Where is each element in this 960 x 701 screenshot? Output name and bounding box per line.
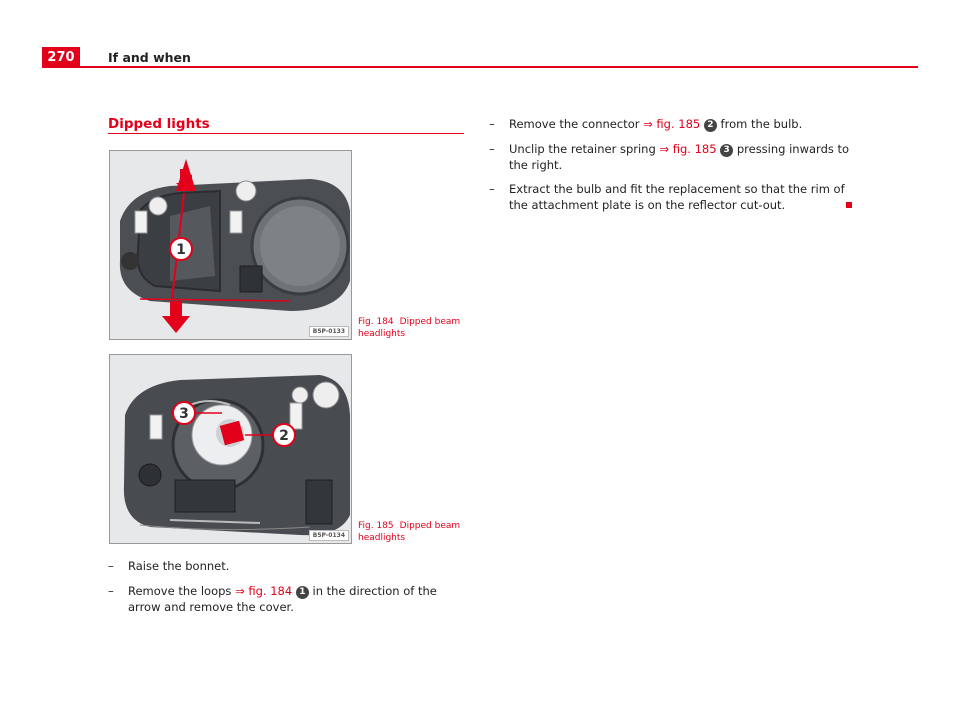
figure-185-caption-number: Fig. 185 xyxy=(358,521,394,531)
step-dash: – xyxy=(108,584,114,598)
figure-185-code: B5P-0134 xyxy=(309,530,349,541)
step-text: Extract the bulb and fit the replacement so that the rim of the attachment plate is on the reflector cut-out. xyxy=(509,182,845,212)
figure-185-callout-2: 2 xyxy=(279,428,289,444)
figure-reference-link[interactable]: ⇒ fig. 185 xyxy=(659,142,717,156)
callout-badge: 1 xyxy=(296,586,309,599)
figure-184-code: B5P-0133 xyxy=(309,326,349,337)
figure-185-callout-3: 3 xyxy=(179,406,189,422)
page-number: 270 xyxy=(42,47,80,68)
figure-184-caption-text: Dipped beam headlights xyxy=(358,317,461,339)
figure-reference-link[interactable]: ⇒ fig. 184 xyxy=(235,584,293,598)
step-text: Remove the connector ⇒ fig. 185 2 from the bulb. xyxy=(509,117,803,131)
step-dash: – xyxy=(489,182,495,196)
step-remove-loops xyxy=(108,583,458,615)
headlight-illustration-2 xyxy=(110,355,351,543)
step-raise-bonnet xyxy=(108,558,458,574)
step-text: Unclip the retainer spring ⇒ fig. 185 3 pressing inwards to the right. xyxy=(509,142,850,172)
section-title: Dipped lights xyxy=(108,116,210,132)
step-extract-bulb xyxy=(489,181,849,213)
section-rule xyxy=(108,133,464,134)
figure-185-image xyxy=(109,354,352,544)
figure-184-callout-1: 1 xyxy=(176,242,186,258)
headlight-illustration-1 xyxy=(110,151,351,339)
callout-badge: 3 xyxy=(720,144,733,157)
step-remove-connector xyxy=(489,116,859,132)
figure-185-caption-text: Dipped beam headlights xyxy=(358,521,461,543)
figure-184-caption-number: Fig. 184 xyxy=(358,317,394,327)
step-dash: – xyxy=(489,142,495,156)
figure-184-caption xyxy=(358,316,463,340)
step-dash: – xyxy=(108,559,114,573)
figure-184-image xyxy=(109,150,352,340)
section-end-marker xyxy=(846,202,852,208)
step-dash: – xyxy=(489,117,495,131)
figure-reference-link[interactable]: ⇒ fig. 185 xyxy=(643,117,701,131)
callout-badge: 2 xyxy=(704,119,717,132)
header-rule xyxy=(80,66,918,68)
step-text: Remove the loops ⇒ fig. 184 1 in the direction of the arrow and remove the cover. xyxy=(128,584,437,614)
step-unclip-spring xyxy=(489,141,859,173)
step-text: Raise the bonnet. xyxy=(128,559,230,573)
header-title: If and when xyxy=(108,50,191,65)
figure-185-caption xyxy=(358,520,463,544)
